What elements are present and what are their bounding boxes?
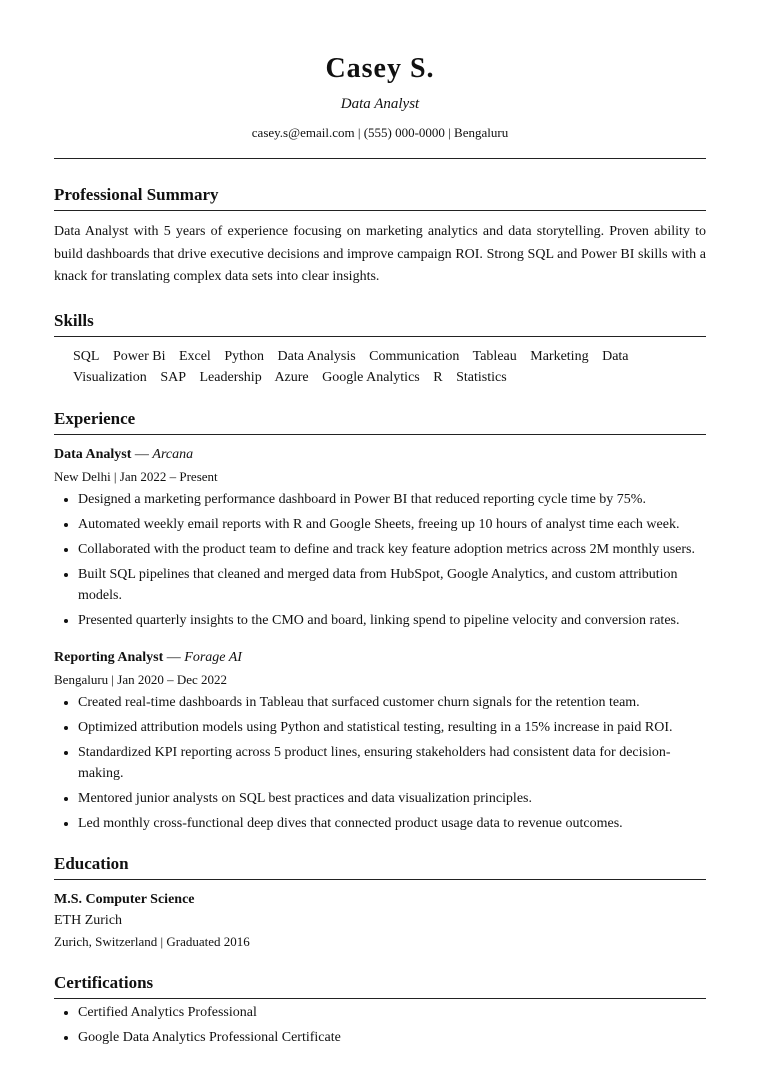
experience-heading: Experience bbox=[54, 408, 706, 435]
contact-line: casey.s@email.com | (555) 000-0000 | Bengaluru bbox=[251, 125, 509, 140]
job-header bbox=[54, 648, 706, 668]
skill-item: Data Analysis bbox=[277, 348, 356, 364]
skills-list bbox=[54, 346, 706, 388]
certification-item: • Certified Analytics Professional bbox=[78, 1002, 706, 1023]
job-bullets bbox=[54, 692, 706, 834]
skill-item: Data Visualization bbox=[73, 348, 629, 385]
job-bullets bbox=[54, 489, 706, 631]
skill-item: SAP bbox=[160, 369, 186, 385]
job-entry bbox=[54, 648, 706, 834]
candidate-title: Data Analyst bbox=[340, 96, 420, 112]
job-separator: — bbox=[131, 446, 153, 462]
job-location-dates: New Delhi | Jan 2022 – Present bbox=[54, 468, 218, 484]
skill-item: Azure bbox=[274, 369, 309, 385]
skill-item: SQL bbox=[73, 348, 100, 364]
job-bullet: • Created real-time dashboards in Tableau that surfaced customer churn signals for the retention team. bbox=[78, 692, 706, 713]
summary-text: Data Analyst with 5 years of experience focusing on marketing analytics and data storytelling. Proven ability to build dashboards that drive executive decisions and improve campaign ROI. Strong SQL and Power BI skills with a knack for translating complex data sets into clear insights. bbox=[54, 224, 706, 284]
job-company: Forage AI bbox=[184, 649, 242, 665]
candidate-name: Casey S. bbox=[325, 53, 435, 84]
job-entry bbox=[54, 445, 706, 631]
skill-item: Power Bi bbox=[112, 348, 166, 364]
job-bullet: • Designed a marketing performance dashboard in Power BI that reduced reporting cycle time by 75%. bbox=[78, 489, 706, 510]
job-bullet: • Mentored junior analysts on SQL best practices and data visualization principles. bbox=[78, 788, 706, 809]
skill-item: Tableau bbox=[472, 348, 517, 364]
certification-item: • Google Data Analytics Professional Certificate bbox=[78, 1027, 706, 1048]
skill-item: Excel bbox=[178, 348, 211, 364]
job-bullet: • Collaborated with the product team to define and track key feature adoption metrics across 2M monthly users. bbox=[78, 539, 706, 560]
job-header bbox=[54, 445, 706, 465]
job-bullet: • Led monthly cross-functional deep dives that connected product usage data to revenue outcomes. bbox=[78, 813, 706, 834]
skill-item: Marketing bbox=[530, 348, 589, 364]
job-company: Arcana bbox=[152, 446, 194, 462]
skills-heading: Skills bbox=[54, 310, 706, 337]
job-bullet: • Automated weekly email reports with R and Google Sheets, freeing up 10 hours of analyst time each week. bbox=[78, 514, 706, 535]
job-role: Data Analyst bbox=[54, 446, 132, 462]
education-heading: Education bbox=[54, 853, 706, 880]
skill-item: Python bbox=[224, 348, 265, 364]
job-role: Reporting Analyst bbox=[54, 649, 164, 665]
skill-item: R bbox=[433, 369, 443, 385]
education-location-date: Zurich, Switzerland | Graduated 2016 bbox=[54, 933, 250, 949]
summary-heading: Professional Summary bbox=[54, 184, 706, 211]
job-bullet: • Optimized attribution models using Python and statistical testing, resulting in a 15% increase in paid ROI. bbox=[78, 717, 706, 738]
skill-item: Communication bbox=[369, 348, 460, 364]
job-separator: — bbox=[163, 649, 185, 665]
resume-header bbox=[54, 50, 706, 159]
education-school: ETH Zurich bbox=[54, 912, 123, 928]
education-degree: M.S. Computer Science bbox=[54, 891, 195, 907]
skill-item: Statistics bbox=[456, 369, 507, 385]
skill-item: Google Analytics bbox=[322, 369, 420, 385]
certifications-list bbox=[54, 1002, 706, 1048]
certifications-heading: Certifications bbox=[54, 972, 706, 999]
job-location-dates: Bengaluru | Jan 2020 – Dec 2022 bbox=[54, 671, 228, 687]
job-bullet: • Built SQL pipelines that cleaned and merged data from HubSpot, Google Analytics, and custom attribution models. bbox=[78, 564, 706, 606]
skill-item: Leadership bbox=[199, 369, 262, 385]
job-bullet: • Standardized KPI reporting across 5 product lines, ensuring stakeholders had consistent data for decision-making. bbox=[78, 742, 706, 784]
job-bullet: • Presented quarterly insights to the CMO and board, linking spend to pipeline velocity and conversion rates. bbox=[78, 610, 706, 631]
